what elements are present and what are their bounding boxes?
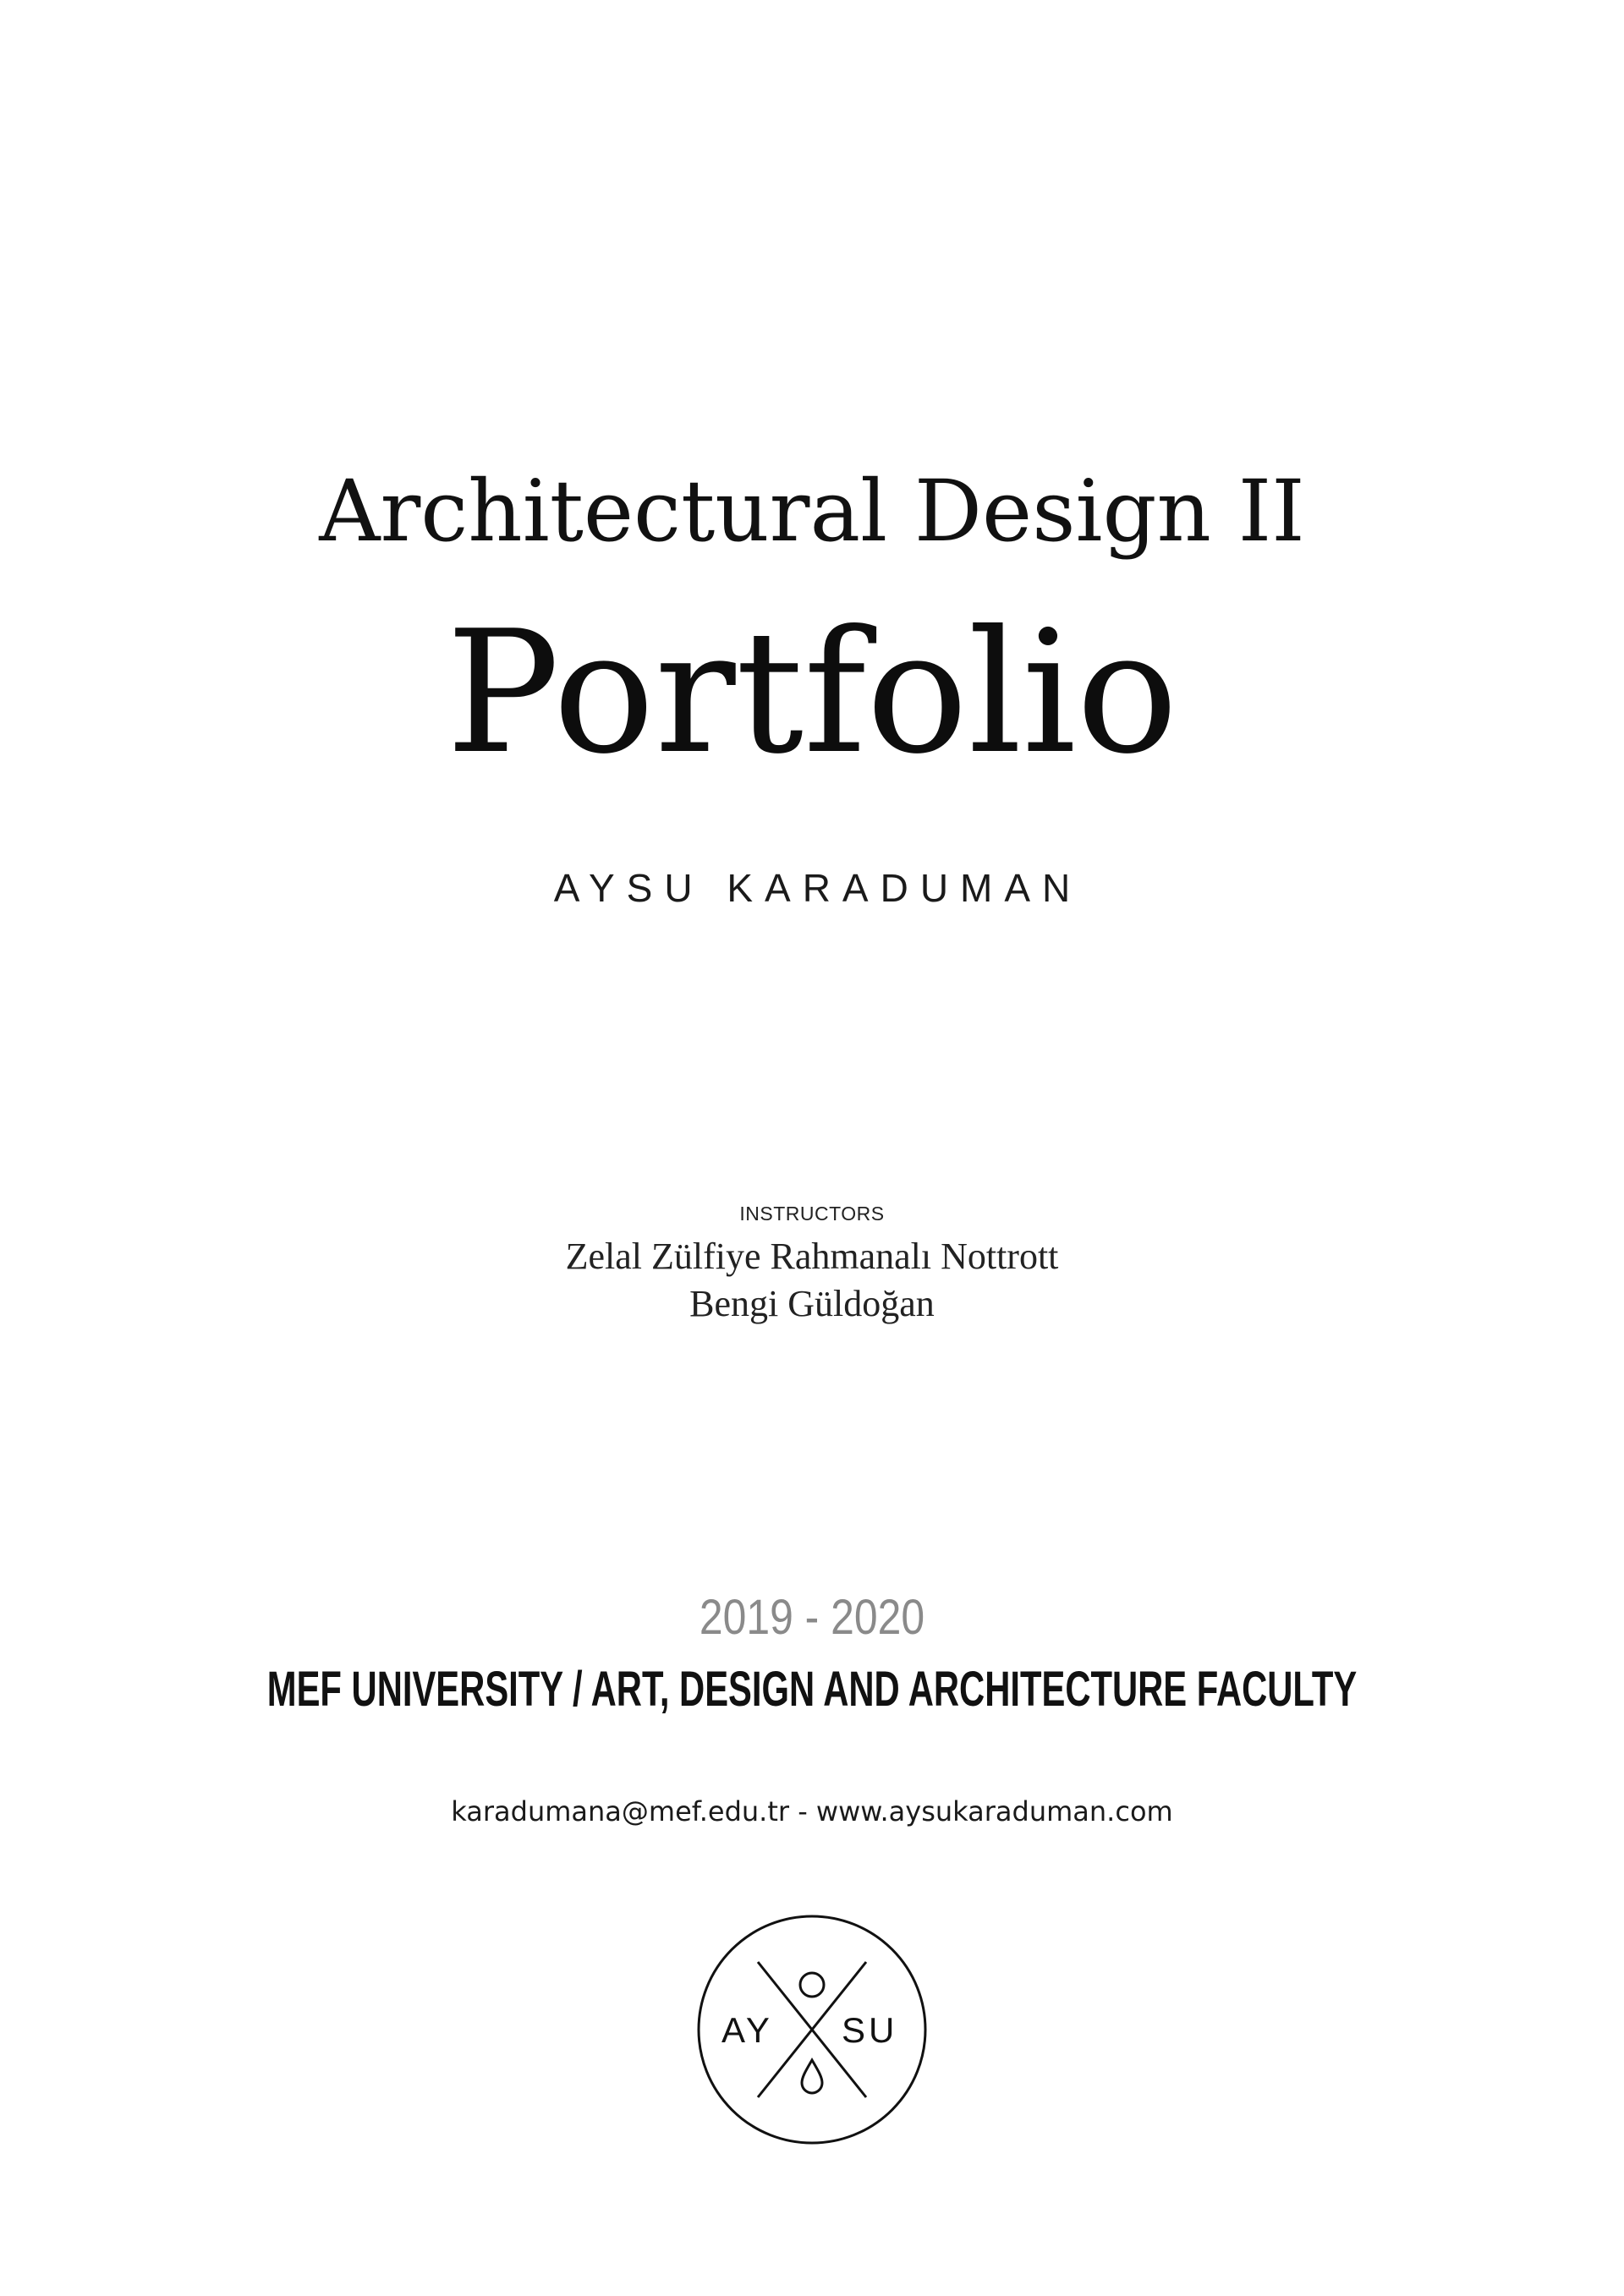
- instructor-name: Zelal Zülfiye Rahmanalı Nottrott: [565, 1236, 1059, 1277]
- logo-right-letters: SU: [842, 2010, 898, 2050]
- author-name: AYSU KARADUMAN: [553, 866, 1083, 910]
- instructor-name: Bengi Güldoğan: [689, 1283, 935, 1324]
- instructors-label: INSTRUCTORS: [739, 1203, 885, 1225]
- logo-ring-icon: [800, 1973, 824, 1997]
- contact-info: karadumana@mef.edu.tr - www.aysukaraduman.com: [451, 1795, 1173, 1827]
- logo-graphic: [694, 1911, 930, 2148]
- faculty-name: MEF UNIVERSITY / ART, DESIGN AND ARCHITECTURE FACULTY: [266, 1662, 1358, 1717]
- academic-years: 2019 - 2020: [699, 1590, 925, 1645]
- course-title: Architectural Design II: [319, 462, 1305, 561]
- aysu-monogram-logo: [694, 1911, 930, 2148]
- logo-drop-icon: [802, 2060, 822, 2093]
- main-title: Portfolio: [446, 595, 1178, 792]
- logo-left-letters: AY: [721, 2010, 773, 2050]
